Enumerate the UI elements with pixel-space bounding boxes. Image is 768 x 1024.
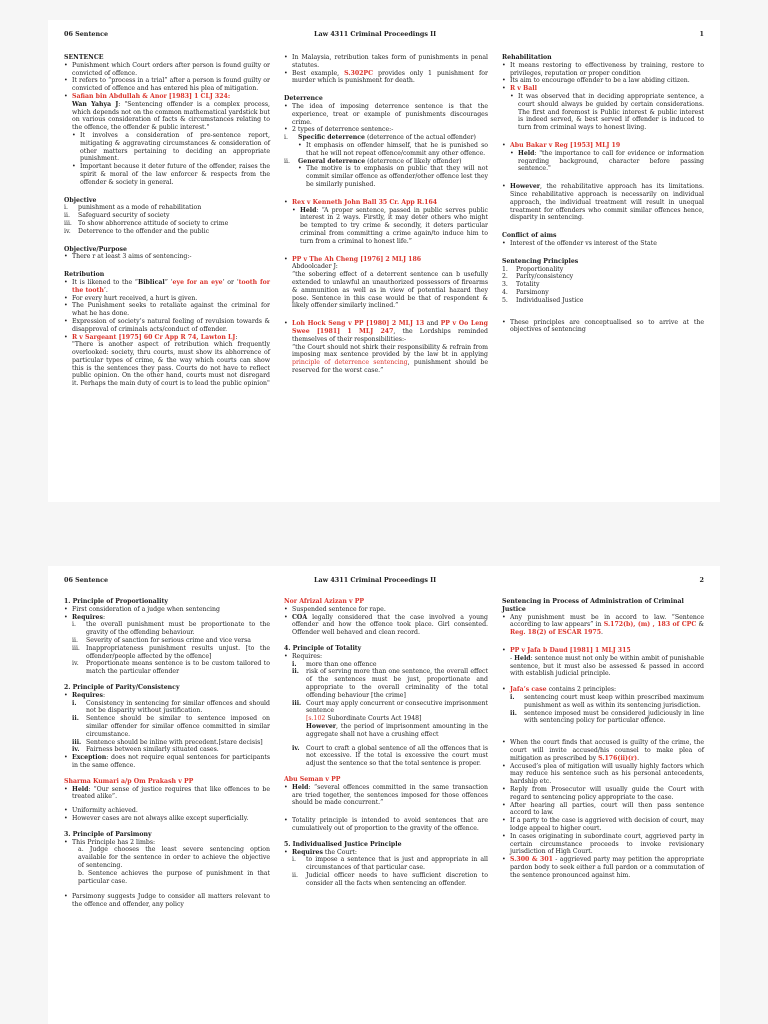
case-citation: Abu Seman v PP bbox=[284, 775, 341, 783]
page-number: 1 bbox=[699, 30, 704, 38]
list-text: Parity/consistency bbox=[516, 273, 574, 281]
list-text: Individualised Justice bbox=[516, 296, 584, 304]
list-item bbox=[502, 266, 704, 274]
list-text: Fairness between similarly situated cases. bbox=[86, 746, 219, 754]
list-item bbox=[64, 334, 270, 342]
list-item bbox=[502, 183, 704, 222]
bullet-list bbox=[64, 839, 270, 847]
column-3 bbox=[502, 54, 704, 334]
list-number: ii. bbox=[292, 871, 298, 879]
text: . bbox=[637, 754, 640, 762]
numbered-list bbox=[510, 694, 704, 725]
list-number: i. bbox=[510, 693, 515, 701]
numbered-list bbox=[292, 661, 488, 768]
bullet-list bbox=[502, 686, 704, 694]
statute-section: [s.102 bbox=[306, 715, 326, 723]
column-3 bbox=[502, 598, 704, 880]
list-item bbox=[292, 207, 488, 246]
case-citation: Loh Hock Seng v PP [1980] 2 MLJ 13 bbox=[292, 320, 425, 328]
list-item bbox=[292, 700, 488, 739]
highlight-text: eye for an eye bbox=[172, 278, 223, 286]
list-item bbox=[72, 645, 270, 661]
section-heading: 1. Principle of Proportionality bbox=[64, 598, 168, 605]
list-text: To show abhorrence attitude of society to crime bbox=[78, 219, 229, 227]
case-quote bbox=[72, 101, 270, 132]
bullet-list bbox=[502, 142, 704, 150]
bullet-list bbox=[64, 253, 270, 261]
bullet-list bbox=[72, 132, 270, 187]
limb-text: b. Sentence achieves the purpose of punishment in that particular case. bbox=[78, 869, 270, 885]
list-number: 4. bbox=[502, 288, 508, 296]
text: . bbox=[601, 629, 603, 637]
bullet-list bbox=[510, 93, 704, 132]
text: : bbox=[102, 691, 106, 699]
list-item: • It emphasis on offender himself, that he is punished so that he will not repeat offence/commit any other offence. bbox=[298, 142, 488, 158]
bullet-list bbox=[502, 614, 704, 637]
section-heading: Deterrence bbox=[284, 95, 323, 103]
column-2 bbox=[284, 598, 488, 888]
list-item bbox=[284, 199, 488, 207]
bullet-list bbox=[284, 54, 488, 85]
bullet-list bbox=[284, 849, 488, 857]
list-item bbox=[502, 289, 704, 297]
bullet-list bbox=[284, 103, 488, 134]
list-item: • Important because it deter future of the offender, raises the spirit & moral of the law enforcer & respects from the offender & society in general. bbox=[72, 163, 270, 186]
list-item: • Expression of society’s natural feeling of revulsion towards & disapproval of criminals acts/conduct of offender. bbox=[64, 318, 270, 334]
statute-ref bbox=[306, 715, 488, 723]
bullet-list bbox=[64, 606, 270, 622]
list-number: i. bbox=[72, 621, 76, 629]
text: When the court finds that accused is guilty of the crime, the court will invite accused/his counsel to make plea of mitigation as prescribed by bbox=[510, 739, 704, 762]
section-heading: Retribution bbox=[64, 271, 105, 279]
list-item: • It was observed that in deciding appropriate sentence, a court should always be guided by certain considerations. The first and foremost is Public interest & public interest is indeed served, & best served if offender is induced to turn from criminal ways to honest living. bbox=[510, 93, 704, 132]
header-left: 06 Sentence bbox=[64, 30, 109, 38]
list-text: Proportionality bbox=[516, 265, 564, 273]
case-citation: R v Sargeant [1975] 60 Cr App R 74, Lawton LJ bbox=[72, 333, 236, 341]
list-number: ii. bbox=[64, 212, 70, 220]
header-center: Law 4311 Criminal Proceedings II bbox=[314, 30, 437, 38]
list-number: i. bbox=[72, 699, 77, 707]
list-item bbox=[64, 212, 270, 220]
list-item bbox=[502, 273, 704, 281]
quote-text: : "Sentencing offender is a complex process, which depends not on the common mathematical yardstick but on various consideration of facts & circumstances relating to the offence, the offender & public interest." bbox=[72, 100, 270, 132]
text: Any punishment must be in accord to law. “Sentence according to law appears” in bbox=[510, 613, 704, 629]
list-number: i. bbox=[292, 660, 297, 668]
list-item: • There r at least 3 aims of sentencing:- bbox=[64, 253, 270, 261]
text: (deterrence of the actual offender) bbox=[365, 134, 476, 142]
list-item bbox=[72, 660, 270, 676]
list-text: Proportionate means sentence is to be custom tailored to match the particular offender bbox=[86, 660, 270, 676]
page-header bbox=[64, 30, 704, 42]
case-citation: PP v The Ah Cheng [1976] 2 MLJ 186 bbox=[292, 255, 422, 263]
bullet-list bbox=[502, 62, 704, 93]
list-item bbox=[502, 614, 704, 637]
list-number: 3. bbox=[502, 281, 508, 289]
list-number: iii. bbox=[72, 738, 82, 746]
list-item: • Uniformity achieved. bbox=[64, 807, 270, 815]
header-center: Law 4311 Criminal Proceedings II bbox=[314, 576, 437, 584]
bullet-list bbox=[64, 893, 270, 909]
page-2 bbox=[48, 566, 720, 1024]
case-quote: "There is another aspect of retribution which frequently overlooked: society, thru courts, must show its abhorrence of particular types of crime, & the way which courts can show this is the sentences they pass. Courts do not have to reflect public opinion. On the other hand, courts must not disregard it. Perhaps the main duty of court is to lead the public opinion" bbox=[72, 341, 270, 388]
statute-ref: Reg. 18(2) of ESCAR 1975 bbox=[510, 629, 602, 637]
list-item: • The Punishment seeks to retaliate against the criminal for what he has done. bbox=[64, 302, 270, 318]
list-item: • However cases are not always alike except superficially. bbox=[64, 815, 270, 823]
list-item: • In cases originating in subordinate court, aggrieved party in certain circumstance proceeds to invoke revisionary jurisdiction of High Court. bbox=[502, 833, 704, 856]
list-item bbox=[502, 647, 704, 655]
list-item: • First consideration of a judge when sentencing bbox=[64, 606, 270, 614]
held-label: Held bbox=[518, 149, 535, 157]
text: ’ or ‘ bbox=[222, 278, 239, 286]
list-text: Consistency in sentencing for similar offences and should not be disparity without justification. bbox=[86, 699, 270, 715]
text: : “A proper sentence, passed in public serves public interest in 2 ways. Firstly, it may deter others who might be tempted to try crime & secondly, it deters particular criminal from committing a crime again/to induce him to turn from a criminal to honest life.” bbox=[300, 206, 488, 245]
list-item bbox=[502, 142, 704, 150]
list-item: • This Principle has 2 limbs: bbox=[64, 839, 270, 847]
note bbox=[306, 723, 488, 739]
list-number: ii. bbox=[292, 668, 299, 676]
list-item bbox=[510, 694, 704, 710]
list-item: • Interest of the offender vs interest of the State bbox=[502, 240, 704, 248]
list-number: 1. bbox=[502, 265, 508, 273]
list-item bbox=[64, 93, 270, 101]
section-heading: 5. Individualised Justice Principle bbox=[284, 840, 402, 848]
case-citation: PP v Jafa b Daud [1981] 1 MLJ 315 bbox=[510, 646, 631, 654]
bullet-list bbox=[284, 199, 488, 207]
text: , the rehabilitative approach has its limitations. Since rehabilitative approach is necessarily on individual approach, the individual treatment will result in unequal treatment for offenders who commit similar offences hence, disparity in sentencing. bbox=[510, 183, 704, 222]
bullet-list bbox=[284, 606, 488, 637]
text: Best example, bbox=[292, 69, 345, 77]
list-item bbox=[502, 85, 704, 93]
list-number: iv. bbox=[64, 227, 71, 235]
list-item bbox=[510, 710, 704, 726]
list-item bbox=[72, 621, 270, 637]
list-item bbox=[64, 786, 270, 802]
term: Requires bbox=[72, 691, 103, 699]
list-text: the overall punishment must be proportionate to the gravity of the offending behaviour. bbox=[86, 621, 270, 637]
list-item: • It refers to “process in a trial” after a person is found guilty or convicted of offence and has entered his plea of mitigation. bbox=[64, 77, 270, 93]
list-item bbox=[72, 715, 270, 738]
judge-name: Wan Yahya J bbox=[72, 100, 119, 108]
numbered-list bbox=[72, 700, 270, 755]
list-number: ii. bbox=[72, 636, 78, 644]
bullet-list bbox=[64, 62, 270, 101]
numbered-list bbox=[72, 621, 270, 676]
text: : bbox=[102, 613, 106, 621]
list-text: Sentence should be similar to sentence imposed on similar offender for similar offence committed in similar circumstance. bbox=[86, 715, 270, 738]
list-item: • Punishment which Court orders after person is found guilty or convicted of offence. bbox=[64, 62, 270, 78]
list-number: iii. bbox=[64, 219, 72, 227]
list-number: ii. bbox=[510, 709, 517, 717]
list-item bbox=[72, 700, 270, 716]
list-text: to impose a sentence that is just and appropriate in all circumstances of that particular case. bbox=[306, 856, 488, 872]
list-text: Severity of sanction for serious crime and vice versa bbox=[86, 636, 251, 644]
bullet-list bbox=[502, 739, 704, 879]
page-number: 2 bbox=[699, 576, 704, 584]
term: However bbox=[510, 183, 541, 191]
bullet-list bbox=[64, 754, 270, 770]
list-item bbox=[292, 661, 488, 669]
list-text: Court to craft a global sentence of all the offences that is not excessive. If the total is excessive the court must adjust the sentence so that the total sentence is proper. bbox=[306, 744, 488, 768]
text: & bbox=[696, 621, 705, 629]
text: contains 2 principles: bbox=[546, 686, 617, 694]
statute-ref: S.172(b), (m) , 183 of CPC bbox=[603, 621, 697, 629]
list-number: iii. bbox=[72, 644, 80, 652]
list-number: iv. bbox=[292, 744, 300, 752]
held-label: Held bbox=[514, 654, 531, 662]
list-number: iv. bbox=[72, 746, 80, 754]
list-text: risk of serving more than one sentence, the overall effect of the sentences must be just, proportionate and appropriate to the overall criminality of the total offending behaviour [the crime] bbox=[306, 668, 488, 699]
list-text: sentence imposed must be considered judiciously in line with sentencing policy for particular offence. bbox=[524, 709, 704, 725]
case-quote bbox=[292, 344, 488, 375]
list-number: i. bbox=[284, 134, 288, 142]
text: It is likened to the “ bbox=[72, 278, 138, 286]
list-text: Deterrence to the offender and the public bbox=[78, 227, 210, 235]
list-item bbox=[284, 849, 488, 857]
list-item bbox=[284, 784, 488, 807]
section-heading: Sentencing in Process of Administration of Criminal Justice bbox=[502, 598, 684, 613]
section-heading: 3. Principle of Parsimony bbox=[64, 830, 152, 838]
page-1 bbox=[48, 20, 720, 502]
section-heading: Rehabilitation bbox=[502, 54, 552, 61]
list-item bbox=[284, 320, 488, 343]
text: ’. bbox=[103, 286, 108, 294]
bullet-list bbox=[284, 653, 488, 661]
section-heading: Objective/Purpose bbox=[64, 245, 127, 253]
list-item bbox=[284, 158, 488, 189]
list-item bbox=[284, 614, 488, 637]
bullet-list bbox=[64, 692, 270, 700]
list-item bbox=[502, 856, 704, 879]
column-1 bbox=[64, 598, 270, 909]
section-heading: SENTENCE bbox=[64, 54, 104, 61]
bullet-list bbox=[64, 279, 270, 341]
held-text: - Held: sentence must not only be within ambit of punishable sentence, but it must also be assessed & passed in accord with establish judicial principle. bbox=[510, 654, 704, 678]
list-text: Court may apply concurrent or consecutive imprisonment sentence bbox=[306, 699, 488, 715]
list-item bbox=[72, 739, 270, 747]
text: provides only 1 punishment for murder which is punishment for death. bbox=[292, 69, 488, 85]
case-citation: Sharma Kumari a/p Om Prakash v PP bbox=[64, 777, 194, 785]
text: : "the importance to call for evidence or information regarding background, character before passing sentence." bbox=[518, 149, 704, 173]
highlight-text: principle of deterrence sentencing bbox=[292, 359, 408, 367]
term: Exception bbox=[72, 754, 107, 762]
list-item: • These principles are conceptualised so to arrive at the objectives of sentencing bbox=[502, 319, 704, 335]
list-number: iii. bbox=[292, 699, 302, 707]
numbered-list bbox=[64, 204, 270, 235]
case-citation: Nor Afrizal Azizan v PP bbox=[284, 598, 365, 605]
list-item bbox=[292, 872, 488, 888]
list-item bbox=[284, 256, 488, 264]
list-item bbox=[292, 668, 488, 699]
numbered-list bbox=[292, 856, 488, 887]
list-text: Inappropriateness punishment results unjust. [to the offender/people affected by the offence] bbox=[86, 644, 270, 660]
case-citation: Rex v Kenneth John Ball 35 Cr. App R.164 bbox=[292, 198, 438, 206]
list-number: i. bbox=[292, 856, 296, 864]
bullet-list bbox=[298, 165, 488, 188]
text: the Court: bbox=[322, 848, 357, 856]
case-citation: R v Ball bbox=[510, 85, 537, 93]
bullet-list bbox=[502, 240, 704, 248]
list-item: • It involves a consideration of pre-sentence report, mitigating & aggravating circumstances & consideration of other matters pertaining to deciding an appropriate punishment. bbox=[72, 132, 270, 163]
highlight-text: tooth for the tooth bbox=[72, 278, 270, 294]
list-item: • In Malaysia, retribution takes form of punishments in penal statutes. bbox=[284, 54, 488, 70]
list-text: Sentence should be inline with precedent.[stare decisis] bbox=[86, 738, 263, 746]
page-header bbox=[64, 576, 704, 588]
text: : bbox=[235, 333, 238, 341]
judge-name: Abdoolcader J: bbox=[292, 263, 338, 271]
text: Biblical bbox=[137, 278, 165, 286]
limb-text: a. Judge chooses the least severe sentencing option available for the sentence in order to achieve the objective of sentencing. bbox=[78, 846, 270, 869]
list-text: Judicial officer needs to have sufficient discretion to consider all the facts when sentencing an offender. bbox=[306, 871, 488, 887]
numbered-list bbox=[502, 266, 704, 305]
list-number: 5. bbox=[502, 296, 508, 304]
text: , the period of imprisonment amounting in the aggregate shall not have a crushing effect bbox=[306, 722, 488, 738]
text: : sentence must not only be within ambit of punishable sentence, but it must also be assessed & passed in accord with establish judicial principle. bbox=[510, 654, 704, 678]
list-item bbox=[64, 614, 270, 622]
term: Requires bbox=[72, 613, 103, 621]
text: Subordinate Courts Act 1948] bbox=[325, 715, 422, 723]
list-item: • For every hurt received, a hurt is given. bbox=[64, 295, 270, 303]
list-text: Parsimony bbox=[516, 288, 549, 296]
numbered-list bbox=[284, 134, 488, 189]
list-item bbox=[292, 745, 488, 768]
list-text: sentencing court must keep within prescribed maximum punishment as well as within its sentencing jurisdiction. bbox=[524, 693, 704, 709]
list-item bbox=[64, 692, 270, 700]
term: Requires bbox=[292, 848, 323, 856]
list-number: 2. bbox=[502, 273, 508, 281]
section-heading: 4. Principle of Totality bbox=[284, 644, 362, 652]
list-item bbox=[64, 220, 270, 228]
column-1 bbox=[64, 54, 270, 388]
list-item: • The idea of imposing deterrence sentence is that the experience, treat or example of punishments discourages crime. bbox=[284, 103, 488, 126]
bullet-list bbox=[502, 183, 704, 222]
list-number: iv. bbox=[72, 660, 79, 668]
list-item bbox=[284, 70, 488, 86]
held-label: Held bbox=[300, 206, 317, 214]
list-item bbox=[64, 279, 270, 295]
list-item: • Parsimony suggests Judge to consider all matters relevant to the offence and offender, any policy bbox=[64, 893, 270, 909]
bullet-list bbox=[510, 150, 704, 173]
bullet-list bbox=[284, 320, 488, 343]
list-item bbox=[292, 856, 488, 872]
statute-ref: S.300 & 301 bbox=[510, 856, 553, 864]
section-heading: Conflict of aims bbox=[502, 232, 557, 240]
list-text: Totality bbox=[516, 281, 540, 289]
list-item bbox=[64, 228, 270, 236]
header-left: 06 Sentence bbox=[64, 576, 109, 584]
term: General deterrence bbox=[298, 157, 366, 165]
list-item: • Suspended sentence for rape. bbox=[284, 606, 488, 614]
list-text: more than one offence bbox=[306, 660, 377, 668]
case-citation: Abu Bakar v Reg [1953] MLJ 19 bbox=[510, 141, 621, 149]
list-item bbox=[510, 150, 704, 173]
list-item bbox=[284, 134, 488, 157]
list-item bbox=[72, 746, 270, 754]
list-item bbox=[502, 281, 704, 289]
statute-ref: S.176(ii)(r) bbox=[598, 754, 638, 762]
column-2 bbox=[284, 54, 488, 375]
term: Specific deterrence bbox=[298, 134, 365, 142]
term: COA bbox=[292, 613, 308, 621]
list-item bbox=[64, 754, 270, 770]
list-number: ii. bbox=[72, 715, 79, 723]
text: , punishment should be reserved for the worst case.” bbox=[292, 359, 488, 374]
list-item bbox=[64, 204, 270, 212]
bullet-list bbox=[284, 817, 488, 833]
section-heading: Sentencing Principles bbox=[502, 257, 579, 265]
text: : does not require equal sentences for participants in the same offence. bbox=[72, 754, 270, 769]
text: and bbox=[424, 320, 441, 328]
list-text: Safeguard security of society bbox=[78, 212, 170, 220]
bullet-list bbox=[64, 786, 270, 802]
list-item bbox=[502, 686, 704, 694]
list-item: • If a party to the case is aggrieved with decision of court, may lodge appeal to higher court. bbox=[502, 817, 704, 833]
bullet-list bbox=[292, 207, 488, 246]
list-item: • The motive is to emphasis on public that they will not commit similar offence as offender/other offence lest they be similarly punished. bbox=[298, 165, 488, 188]
text: , the Lordships reminded themselves of their responsibilities:- bbox=[292, 327, 488, 343]
list-item: • Totality principle is intended to avoid sentences that are cumulatively out of proportion to the gravity of the offence. bbox=[284, 817, 488, 833]
held-label: Held bbox=[72, 785, 89, 793]
case-name: Jafa’s case bbox=[510, 686, 547, 694]
list-item: • Requires: bbox=[284, 653, 488, 661]
list-item: • It means restoring to effectiveness by training, restore to privileges, reputation or proper condition bbox=[502, 62, 704, 78]
case-quote: “the sobering effect of a deterrent sentence can b usefully extended to unlawful an unauthorized possessors of firearms & ammunition as well as in view of potential hazard they pose. Sentence in this case would be that of respondent & likely offender similarly inclined.” bbox=[292, 271, 488, 310]
text: ” ‘ bbox=[164, 278, 173, 286]
case-citation: PP v Oo Leng Swee [1981] 1 MLJ 247 bbox=[292, 320, 488, 335]
list-item bbox=[502, 297, 704, 305]
bullet-list bbox=[502, 319, 704, 335]
list-item bbox=[72, 637, 270, 645]
list-item: • After hearing all parties, court will then pass sentence accord to law. bbox=[502, 802, 704, 818]
text: - aggrieved party may petition the appropriate pardon body to seek either a full pardon or a commutation of the sentence pronounced against him. bbox=[510, 856, 704, 879]
statute-ref: S.302PC bbox=[344, 69, 374, 77]
bullet-list bbox=[284, 256, 488, 264]
list-text: punishment as a mode of rehabilitation bbox=[78, 204, 202, 212]
case-citation: Safian bin Abdullah & Anor [1983] 1 CLJ 324: bbox=[72, 92, 231, 100]
text: (deterrence of likely offender) bbox=[365, 157, 462, 165]
text: : “several offences committed in the same transaction are tried together, the sentences imposed for those offences should be made concurrent.” bbox=[292, 783, 488, 807]
text: legally considered that the case involved a young offender and how the offence took place. Girl consented. Offender well behaved and clean record. bbox=[292, 613, 488, 637]
bullet-list bbox=[298, 142, 488, 158]
list-item: • Its aim to encourage offender to be a law abiding citizen. bbox=[502, 77, 704, 85]
text: “the Court should not shirk their responsibility & refrain from imposing max sentence provided by the law bt in applying bbox=[292, 343, 488, 359]
bullet-list bbox=[502, 647, 704, 655]
section-heading: Objective bbox=[64, 196, 97, 204]
list-number: i. bbox=[64, 204, 68, 212]
term: However bbox=[306, 722, 337, 730]
bullet-list bbox=[284, 784, 488, 807]
section-heading: 2. Principle of Parity/Consistency bbox=[64, 683, 180, 691]
list-item: • Reply from Prosecutor will usually guide the Court with regard to sentencing policy appropriate to the case. bbox=[502, 786, 704, 802]
held-label: Held bbox=[292, 783, 309, 791]
text: : “Our sense of justice requires that like offences to be treated alike”. bbox=[72, 785, 270, 801]
list-number: ii. bbox=[284, 157, 290, 165]
bullet-list bbox=[64, 807, 270, 823]
list-item bbox=[502, 739, 704, 762]
list-item: • 2 types of deterrence sentence:- bbox=[284, 126, 488, 134]
list-item: • Accused’s plea of mitigation will usually highly factors which may reduce his sentence such as his personal antecedents, hardship etc. bbox=[502, 763, 704, 786]
